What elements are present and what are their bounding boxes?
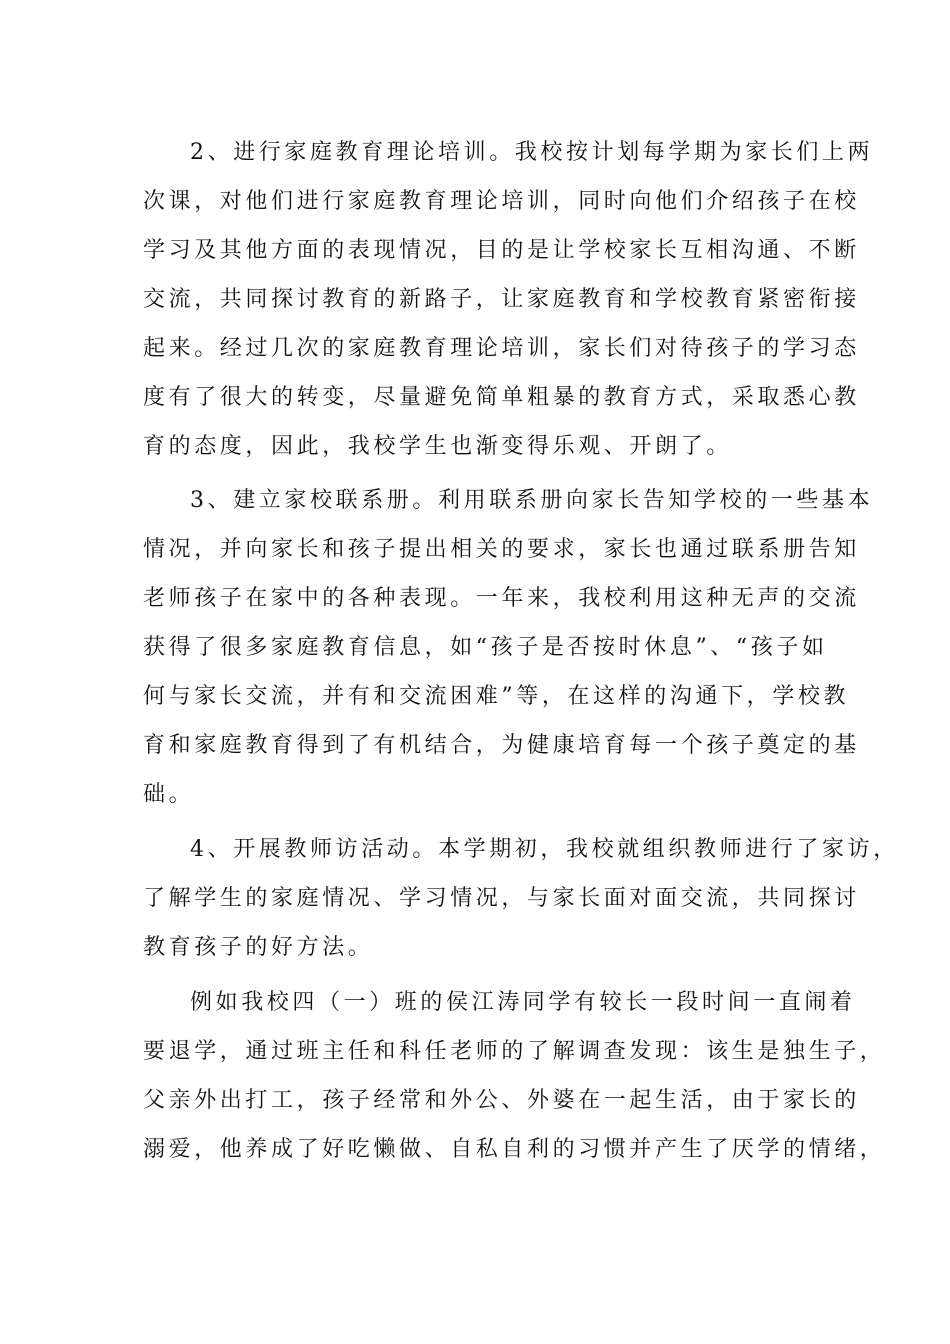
paragraph-1-line-2: 次课，对他们进行家庭教育理论培训，同时向他们介绍孩子在校 (143, 189, 860, 214)
paragraph-2-line-7: 础。 (143, 782, 195, 807)
paragraph-2-line-5: 何与家长交流，并有和交流困难”等，在这样的沟通下，学校教 (143, 684, 850, 709)
paragraph-4-line-3: 父亲外出打工，孩子经常和外公、外婆在一起生活，由于家长的 (143, 1088, 860, 1113)
paragraph-2-line-1: 3、建立家校联系册。利用联系册向家长告知学校的一些基本 (190, 488, 874, 513)
paragraph-1-line-4: 交流，共同探讨教育的新路子，让家庭教育和学校教育紧密衔接 (143, 287, 860, 312)
paragraph-3-line-3: 教育孩子的好方法。 (143, 935, 374, 960)
paragraph-1-line-5: 起来。经过几次的家庭教育理论培训，家长们对待孩子的学习态 (143, 336, 860, 361)
paragraph-1-line-6: 度有了很大的转变，尽量避免简单粗暴的教育方式，采取悉心教 (143, 385, 860, 410)
paragraph-2-line-6: 育和家庭教育得到了有机结合，为健康培育每一个孩子奠定的基 (143, 733, 860, 758)
paragraph-1-line-1: 2、进行家庭教育理论培训。我校按计划每学期为家长们上两 (190, 140, 874, 165)
paragraph-3-line-1: 4、开展教师访活动。本学期初，我校就组织教师进行了家访， (190, 837, 899, 862)
paragraph-2-line-3: 老师孩子在家中的各种表现。一年来，我校利用这种无声的交流 (143, 586, 860, 611)
paragraph-2-line-2: 情况，并向家长和孩子提出相关的要求，家长也通过联系册告知 (143, 537, 860, 562)
paragraph-2-line-4: 获得了很多家庭教育信息，如“孩子是否按时休息”、“孩子如 (143, 635, 828, 660)
paragraph-3-line-2: 了解学生的家庭情况、学习情况，与家长面对面交流，共同探讨 (143, 886, 860, 911)
paragraph-4-line-2: 要退学，通过班主任和科任老师的了解调查发现：该生是独生子， (143, 1039, 886, 1064)
paragraph-4-line-4: 溺爱，他养成了好吃懒做、自私自利的习惯并产生了厌学的情绪， (143, 1137, 886, 1162)
paragraph-4-line-1: 例如我校四（一）班的侯江涛同学有较长一段时间一直闹着 (190, 990, 856, 1015)
paragraph-1-line-7: 育的态度，因此，我校学生也渐变得乐观、开朗了。 (143, 434, 732, 459)
paragraph-1-line-3: 学习及其他方面的表现情况，目的是让学校家长互相沟通、不断 (143, 238, 860, 263)
